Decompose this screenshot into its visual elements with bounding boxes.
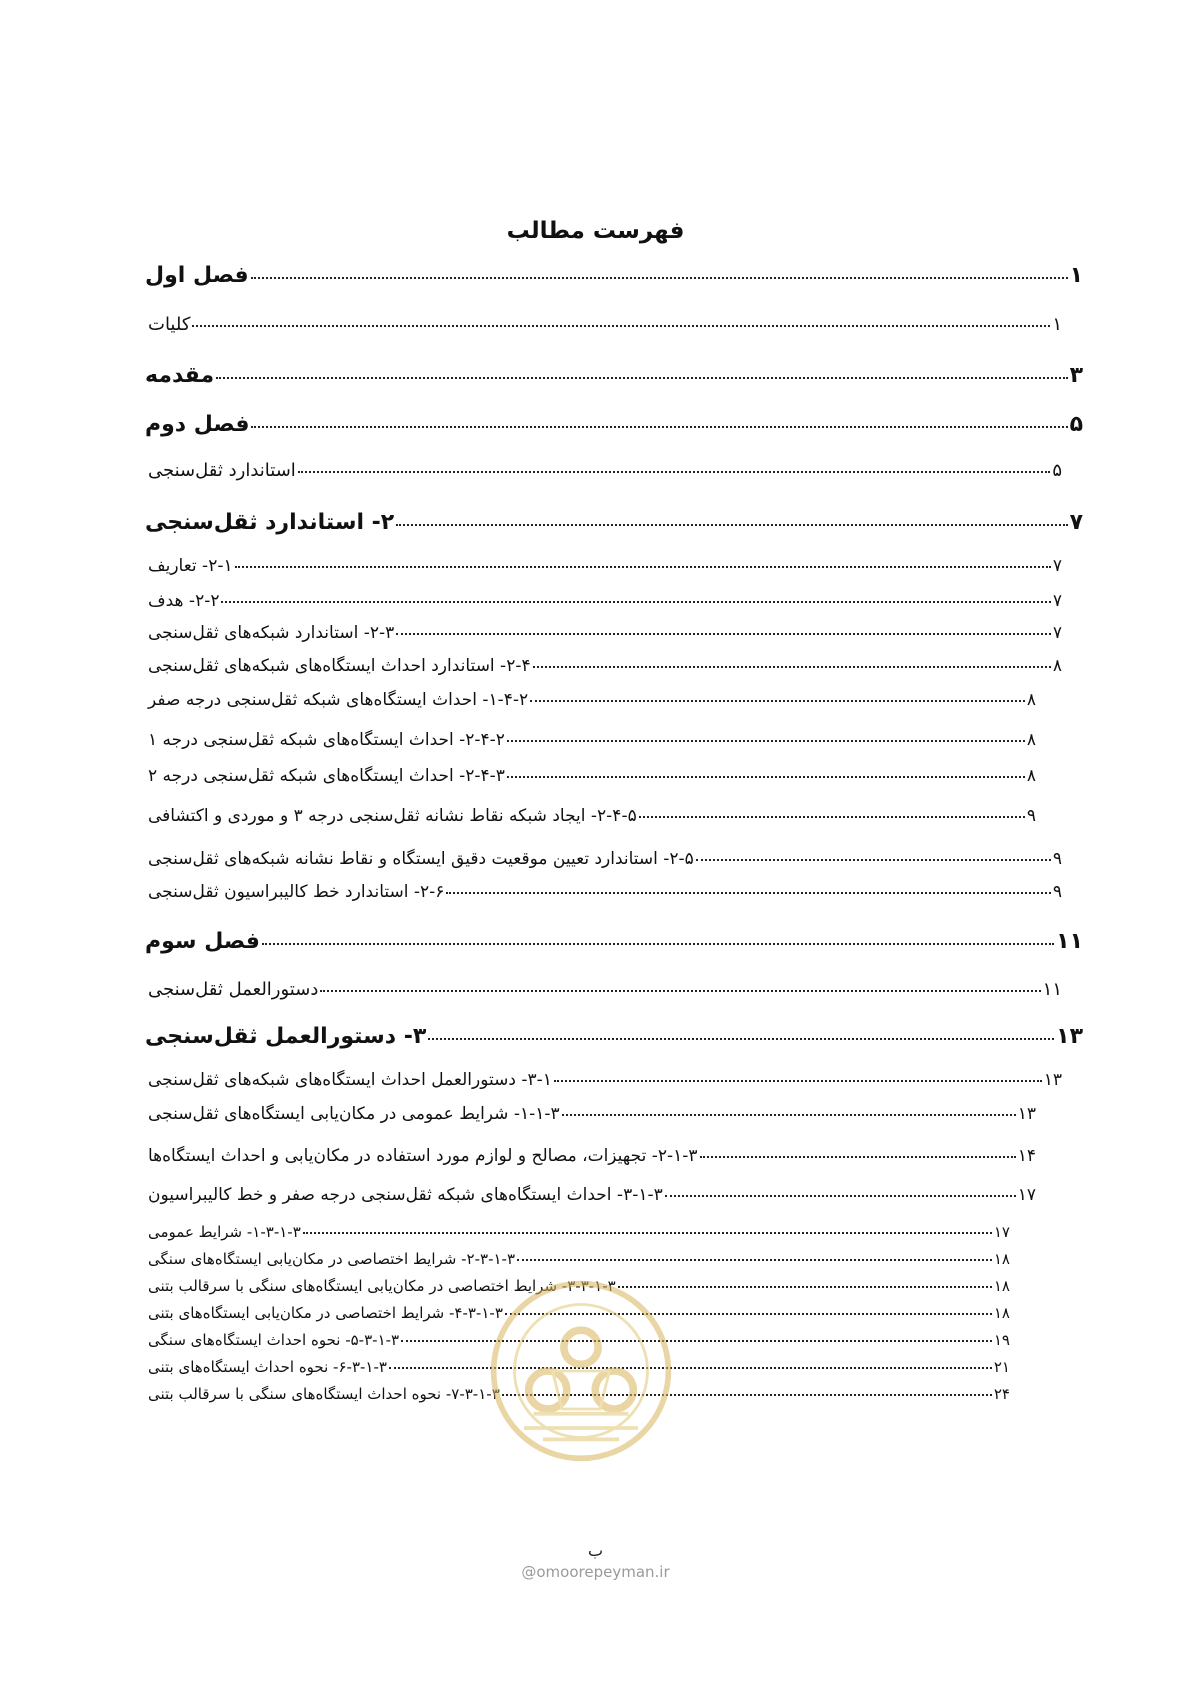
toc-entry-page: ۹ <box>1052 849 1062 869</box>
toc-entry-page: ۱۳ <box>1056 1024 1083 1049</box>
toc-entry[interactable] <box>148 1070 1062 1090</box>
toc-entry[interactable] <box>145 263 1083 288</box>
watermark-url: @omoorepeyman.ir <box>521 1563 670 1581</box>
toc-leader-dots <box>554 1080 1042 1082</box>
toc-entry-page: ۸ <box>1052 656 1062 676</box>
toc-entry-page: ۹ <box>1052 882 1062 902</box>
toc-entry-title: ۲-۶- استاندارد خط کالیبراسیون ثقل‌سنجی <box>148 882 445 902</box>
toc-entry-title: ۲- استاندارد ثقل‌سنجی <box>145 510 395 535</box>
toc-entry[interactable] <box>148 1185 1036 1205</box>
toc-entry-title: ۱-۴-۲- احداث ایستگاه‌های شبکه ثقل‌سنجی درجه صفر <box>148 690 529 710</box>
toc-leader-dots <box>389 1367 992 1369</box>
toc-entry[interactable] <box>148 806 1036 826</box>
toc-leader-dots <box>533 666 1051 668</box>
toc-entry-title: ۲-۴-۳- احداث ایستگاه‌های شبکه ثقل‌سنجی درجه ۲ <box>148 766 505 786</box>
toc-entry[interactable] <box>145 412 1083 437</box>
toc-leader-dots <box>530 700 1025 702</box>
toc-leader-dots <box>700 1156 1016 1158</box>
toc-leader-dots <box>251 426 1067 428</box>
toc-entry-page: ۸ <box>1026 766 1036 786</box>
toc-leader-dots <box>507 776 1025 778</box>
toc-leader-dots <box>235 566 1051 568</box>
toc-entry-page: ۷ <box>1052 556 1062 576</box>
toc-entry-title: ۲-۲- هدف <box>148 591 220 611</box>
toc-entry-title: ۴-۳-۱-۳- شرایط اختصاصی در مکان‌یابی ایستگاه‌های بتنی <box>148 1304 503 1322</box>
toc-leader-dots <box>251 277 1068 279</box>
toc-entry[interactable] <box>148 766 1036 786</box>
toc-leader-dots <box>665 1195 1016 1197</box>
toc-entry[interactable] <box>148 623 1062 643</box>
toc-entry-page: ۷ <box>1052 591 1062 611</box>
toc-entry[interactable] <box>148 314 1062 335</box>
toc-entry-title: ۳-۱-۳- احداث ایستگاه‌های شبکه ثقل‌سنجی درجه صفر و خط کالیبراسیون <box>148 1185 663 1205</box>
toc-entry[interactable] <box>148 1250 1010 1268</box>
toc-entry-title: دستورالعمل ثقل‌سنجی <box>148 979 319 1000</box>
toc-entry-title: استاندارد ثقل‌سنجی <box>148 460 296 481</box>
toc-entry[interactable] <box>148 656 1062 676</box>
toc-entry-page: ۱ <box>1052 314 1062 335</box>
toc-entry-title: ۵-۳-۱-۳- نحوه احداث ایستگاه‌های سنگی <box>148 1331 400 1349</box>
toc-entry[interactable] <box>148 1146 1036 1166</box>
toc-entry[interactable] <box>148 849 1062 869</box>
toc-leader-dots <box>517 1259 992 1261</box>
page-number: ب <box>587 1541 604 1560</box>
toc-entry-page: ۱۷ <box>1017 1185 1036 1205</box>
toc-entry[interactable] <box>145 510 1083 535</box>
toc-leader-dots <box>192 325 1050 327</box>
toc-entry-page: ۱۸ <box>993 1277 1010 1295</box>
toc-leader-dots <box>262 943 1054 945</box>
toc-entry-page: ۱۳ <box>1017 1104 1036 1124</box>
toc-entry-page: ۱۳ <box>1043 1070 1062 1090</box>
toc-entry-page: ۵ <box>1052 460 1062 481</box>
toc-entry-page: ۱۸ <box>993 1304 1010 1322</box>
toc-entry[interactable] <box>148 591 1062 611</box>
toc-leader-dots <box>303 1232 992 1234</box>
toc-entry-title: ۲-۳- استاندارد شبکه‌های ثقل‌سنجی <box>148 623 395 643</box>
toc-entry-page: ۱۱ <box>1042 979 1062 1000</box>
toc-entry-title: ۲-۴-۲- احداث ایستگاه‌های شبکه ثقل‌سنجی درجه ۱ <box>148 730 505 750</box>
toc-leader-dots <box>396 524 1067 526</box>
toc-entry[interactable] <box>148 1223 1010 1241</box>
toc-entry-title: مقدمه <box>145 363 215 388</box>
toc-entry[interactable] <box>148 882 1062 902</box>
toc-entry-page: ۷ <box>1052 623 1062 643</box>
toc-entry-page: ۱۱ <box>1056 929 1083 954</box>
toc-entry[interactable] <box>145 929 1083 954</box>
toc-leader-dots <box>696 859 1051 861</box>
toc-leader-dots <box>396 633 1051 635</box>
toc-title: فهرست مطالب <box>506 218 685 244</box>
toc-entry[interactable] <box>148 979 1062 1000</box>
toc-leader-dots <box>320 990 1040 992</box>
toc-entry-title: ۲-۵- استاندارد تعیین موقعیت دقیق ایستگاه و نقاط نشانه شبکه‌های ثقل‌سنجی <box>148 849 694 869</box>
toc-entry-page: ۲۴ <box>993 1385 1010 1403</box>
toc-entry-title: فصل دوم <box>145 412 250 437</box>
toc-entry-title: ۲-۴-۵- ایجاد شبکه نقاط نشانه ثقل‌سنجی درجه ۳ و موردی و اکتشافی <box>148 806 637 826</box>
toc-entry-page: ۱ <box>1069 263 1083 288</box>
toc-entry-page: ۱۴ <box>1017 1146 1036 1166</box>
toc-entry-page: ۱۸ <box>993 1250 1010 1268</box>
toc-entry[interactable] <box>148 690 1036 710</box>
toc-leader-dots <box>639 816 1025 818</box>
toc-entry-page: ۱۷ <box>993 1223 1010 1241</box>
toc-leader-dots <box>298 471 1051 473</box>
toc-entry-title: ۳- دستورالعمل ثقل‌سنجی <box>145 1024 427 1049</box>
toc-entry-page: ۲۱ <box>993 1358 1010 1376</box>
toc-entry[interactable] <box>145 1024 1083 1049</box>
toc-leader-dots <box>446 892 1050 894</box>
toc-leader-dots <box>562 1114 1016 1116</box>
toc-entry-title: ۱-۳-۱-۳- شرایط عمومی <box>148 1223 301 1241</box>
toc-entry[interactable] <box>148 730 1036 750</box>
toc-entry-title: کلیات <box>148 314 191 335</box>
toc-leader-dots <box>221 601 1050 603</box>
toc-leader-dots <box>216 377 1067 379</box>
toc-entry[interactable] <box>145 363 1083 388</box>
toc-entry-title: ۲-۱- تعاریف <box>148 556 233 576</box>
toc-entry[interactable] <box>148 460 1062 481</box>
toc-entry-title: ۳-۳-۱-۳- شرایط اختصاصی در مکان‌یابی ایستگاه‌های سنگی با سرقالب بتنی <box>148 1277 616 1295</box>
toc-entry-page: ۷ <box>1069 510 1083 535</box>
toc-entry-title: ۱-۱-۳- شرایط عمومی در مکان‌یابی ایستگاه‌های ثقل‌سنجی <box>148 1104 560 1124</box>
toc-entry-page: ۸ <box>1026 730 1036 750</box>
toc-entry-page: ۹ <box>1026 806 1036 826</box>
toc-entry-page: ۵ <box>1069 412 1083 437</box>
toc-entry-title: ۲-۱-۳- تجهیزات، مصالح و لوازم مورد استفاده در مکان‌یابی و احداث ایستگاه‌ها <box>148 1146 698 1166</box>
toc-entry-page: ۳ <box>1069 363 1083 388</box>
toc-entry-title: فصل سوم <box>145 929 260 954</box>
toc-entry-page: ۱۹ <box>993 1331 1010 1349</box>
toc-entry-title: ۳-۱- دستورالعمل احداث ایستگاه‌های شبکه‌های ثقل‌سنجی <box>148 1070 552 1090</box>
toc-entry-title: ۲-۴- استاندارد احداث ایستگاه‌های شبکه‌های ثقل‌سنجی <box>148 656 531 676</box>
toc-entry-title: ۷-۳-۱-۳- نحوه احداث ایستگاه‌های سنگی با سرقالب بتنی <box>148 1385 500 1403</box>
toc-entry-title: ۶-۳-۱-۳- نحوه احداث ایستگاه‌های بتنی <box>148 1358 387 1376</box>
toc-entry[interactable] <box>148 556 1062 576</box>
toc-entry-title: ۲-۳-۱-۳- شرایط اختصاصی در مکان‌یابی ایستگاه‌های سنگی <box>148 1250 516 1268</box>
toc-leader-dots <box>507 740 1025 742</box>
toc-entry[interactable] <box>148 1104 1036 1124</box>
toc-entry-page: ۸ <box>1026 690 1036 710</box>
toc-entry-title: فصل اول <box>145 263 249 288</box>
toc-leader-dots <box>428 1038 1054 1040</box>
emblem-icon <box>486 1276 676 1466</box>
